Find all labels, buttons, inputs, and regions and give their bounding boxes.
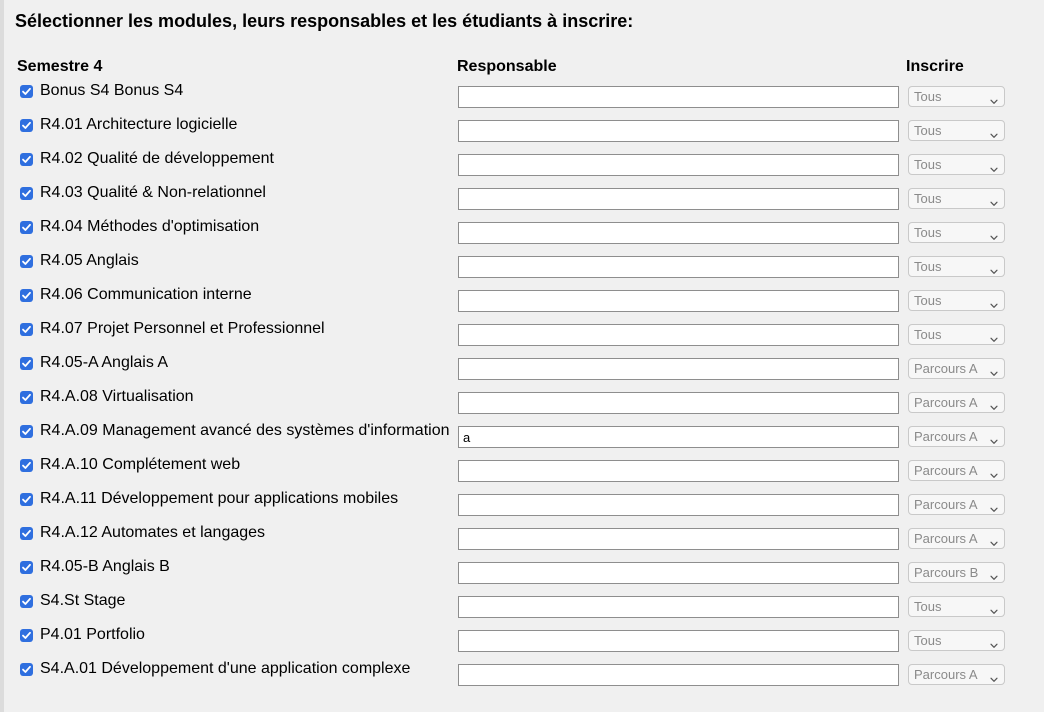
module-row	[0, 113, 1044, 147]
enroll-select[interactable]	[908, 460, 1005, 481]
chevron-down-icon	[990, 535, 998, 550]
module-checkbox[interactable]	[20, 221, 33, 234]
chevron-down-icon	[990, 569, 998, 584]
module-label: R4.01 Architecture logicielle	[40, 116, 238, 133]
module-label: P4.01 Portfolio	[40, 626, 145, 643]
module-row	[0, 215, 1044, 249]
module-row	[0, 181, 1044, 215]
checkmark-icon	[21, 528, 32, 539]
module-checkbox[interactable]	[20, 357, 33, 370]
responsible-input[interactable]	[458, 256, 899, 278]
enroll-select[interactable]	[908, 188, 1005, 209]
enroll-select[interactable]	[908, 120, 1005, 141]
module-checkbox[interactable]	[20, 323, 33, 336]
responsible-input[interactable]	[458, 664, 899, 686]
enroll-select-value: Tous	[914, 89, 942, 104]
module-row	[0, 555, 1044, 589]
responsible-input[interactable]	[458, 324, 899, 346]
responsible-input[interactable]	[458, 222, 899, 244]
enroll-select-value: Tous	[914, 157, 942, 172]
chevron-down-icon	[990, 195, 998, 210]
module-label: R4.04 Méthodes d'optimisation	[40, 218, 260, 235]
checkmark-icon	[21, 392, 32, 403]
checkmark-icon	[21, 426, 32, 437]
module-row	[0, 453, 1044, 487]
enroll-header: Inscrire	[906, 58, 964, 75]
module-row	[0, 589, 1044, 623]
module-label: R4.A.08 Virtualisation	[40, 388, 194, 405]
enroll-select[interactable]	[908, 664, 1005, 685]
module-row	[0, 487, 1044, 521]
enroll-select[interactable]	[908, 392, 1005, 413]
module-label: S4.A.01 Développement d'une application complexe	[40, 660, 411, 677]
module-list	[0, 79, 1044, 691]
enroll-select-value: Tous	[914, 123, 942, 138]
page-title: Sélectionner les modules, leurs responsables et les étudiants à inscrire:	[15, 11, 634, 31]
enroll-select-value: Parcours A	[914, 395, 978, 410]
enroll-select[interactable]	[908, 290, 1005, 311]
module-row	[0, 657, 1044, 691]
enroll-select-value: Tous	[914, 259, 942, 274]
chevron-down-icon	[990, 467, 998, 482]
checkmark-icon	[21, 596, 32, 607]
module-label: S4.St Stage	[40, 592, 126, 609]
module-row	[0, 385, 1044, 419]
checkmark-icon	[21, 188, 32, 199]
checkmark-icon	[21, 222, 32, 233]
module-checkbox[interactable]	[20, 187, 33, 200]
enroll-select-value: Tous	[914, 327, 942, 342]
module-checkbox[interactable]	[20, 119, 33, 132]
module-checkbox[interactable]	[20, 527, 33, 540]
responsible-input[interactable]	[458, 426, 899, 448]
enroll-select-value: Tous	[914, 633, 942, 648]
module-checkbox[interactable]	[20, 629, 33, 642]
responsible-input[interactable]	[458, 154, 899, 176]
checkmark-icon	[21, 86, 32, 97]
chevron-down-icon	[990, 297, 998, 312]
module-label: R4.05 Anglais	[40, 252, 139, 269]
module-row	[0, 351, 1044, 385]
chevron-down-icon	[990, 229, 998, 244]
module-row	[0, 249, 1044, 283]
enroll-select[interactable]	[908, 86, 1005, 107]
checkmark-icon	[21, 630, 32, 641]
checkmark-icon	[21, 154, 32, 165]
chevron-down-icon	[990, 331, 998, 346]
chevron-down-icon	[990, 399, 998, 414]
responsible-input[interactable]	[458, 86, 899, 108]
enroll-select[interactable]	[908, 562, 1005, 583]
enroll-select-value: Parcours A	[914, 429, 978, 444]
enroll-select-value: Tous	[914, 293, 942, 308]
enroll-select[interactable]	[908, 222, 1005, 243]
module-label: R4.02 Qualité de développement	[40, 150, 274, 167]
module-row	[0, 317, 1044, 351]
module-checkbox[interactable]	[20, 663, 33, 676]
responsible-input[interactable]	[458, 460, 899, 482]
enroll-select[interactable]	[908, 528, 1005, 549]
chevron-down-icon	[990, 161, 998, 176]
semester-header: Semestre 4	[17, 58, 103, 75]
module-label: R4.05-B Anglais B	[40, 558, 170, 575]
checkmark-icon	[21, 120, 32, 131]
enroll-select-value: Tous	[914, 191, 942, 206]
chevron-down-icon	[990, 501, 998, 516]
enroll-select-value: Parcours A	[914, 531, 978, 546]
checkmark-icon	[21, 494, 32, 505]
responsible-input[interactable]	[458, 392, 899, 414]
module-checkbox[interactable]	[20, 595, 33, 608]
module-label: R4.07 Projet Personnel et Professionnel	[40, 320, 325, 337]
enroll-select-value: Parcours A	[914, 667, 978, 682]
module-checkbox[interactable]	[20, 493, 33, 506]
chevron-down-icon	[990, 93, 998, 108]
checkmark-icon	[21, 358, 32, 369]
checkmark-icon	[21, 324, 32, 335]
module-label: R4.A.12 Automates et langages	[40, 524, 266, 541]
module-checkbox[interactable]	[20, 459, 33, 472]
responsible-input[interactable]	[458, 120, 899, 142]
enroll-select-value: Parcours A	[914, 463, 978, 478]
module-row	[0, 419, 1044, 453]
module-label: R4.03 Qualité & Non-relationnel	[40, 184, 266, 201]
responsible-input[interactable]	[458, 630, 899, 652]
chevron-down-icon	[990, 671, 998, 686]
responsible-input[interactable]	[458, 528, 899, 550]
module-row	[0, 521, 1044, 555]
module-checkbox[interactable]	[20, 391, 33, 404]
checkmark-icon	[21, 256, 32, 267]
enroll-select[interactable]	[908, 494, 1005, 515]
enroll-select[interactable]	[908, 630, 1005, 651]
enroll-select[interactable]	[908, 154, 1005, 175]
module-row	[0, 79, 1044, 113]
responsible-input[interactable]	[458, 358, 899, 380]
enroll-select[interactable]	[908, 596, 1005, 617]
module-label: R4.05-A Anglais A	[40, 354, 169, 371]
checkmark-icon	[21, 664, 32, 675]
enroll-select[interactable]	[908, 358, 1005, 379]
module-checkbox[interactable]	[20, 561, 33, 574]
responsible-input[interactable]	[458, 494, 899, 516]
module-checkbox[interactable]	[20, 85, 33, 98]
chevron-down-icon	[990, 263, 998, 278]
enroll-select-value: Parcours A	[914, 361, 978, 376]
responsible-input[interactable]	[458, 188, 899, 210]
responsible-input[interactable]	[458, 290, 899, 312]
enroll-select[interactable]	[908, 426, 1005, 447]
module-label: R4.A.09 Management avancé des systèmes d'information	[40, 422, 450, 439]
chevron-down-icon	[990, 603, 998, 618]
module-label: R4.06 Communication interne	[40, 286, 252, 303]
module-checkbox[interactable]	[20, 289, 33, 302]
responsible-input[interactable]	[458, 596, 899, 618]
module-label: R4.A.11 Développement pour applications mobiles	[40, 490, 399, 507]
chevron-down-icon	[990, 365, 998, 380]
chevron-down-icon	[990, 433, 998, 448]
enroll-select-value: Parcours B	[914, 565, 979, 580]
module-checkbox[interactable]	[20, 425, 33, 438]
module-row	[0, 147, 1044, 181]
chevron-down-icon	[990, 637, 998, 652]
module-label: Bonus S4 Bonus S4	[40, 82, 184, 99]
enroll-select[interactable]	[908, 324, 1005, 345]
responsible-header: Responsable	[457, 58, 557, 75]
module-label: R4.A.10 Complétement web	[40, 456, 241, 473]
enroll-select-value: Parcours A	[914, 497, 978, 512]
checkmark-icon	[21, 562, 32, 573]
responsible-input[interactable]	[458, 562, 899, 584]
checkmark-icon	[21, 460, 32, 471]
chevron-down-icon	[990, 127, 998, 142]
checkmark-icon	[21, 290, 32, 301]
module-checkbox[interactable]	[20, 153, 33, 166]
module-row	[0, 623, 1044, 657]
enroll-select-value: Tous	[914, 225, 942, 240]
module-row	[0, 283, 1044, 317]
enroll-select-value: Tous	[914, 599, 942, 614]
enroll-select[interactable]	[908, 256, 1005, 277]
module-checkbox[interactable]	[20, 255, 33, 268]
